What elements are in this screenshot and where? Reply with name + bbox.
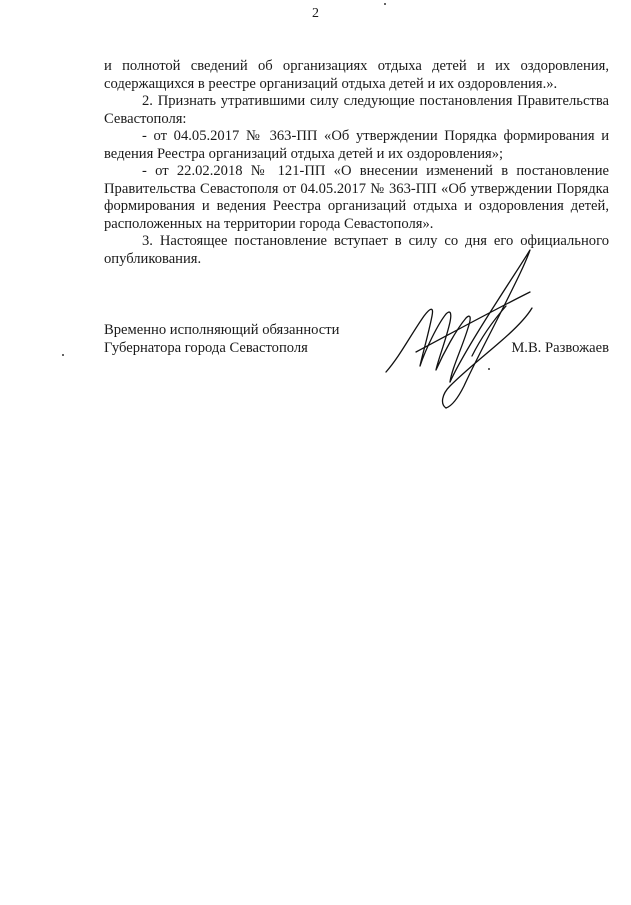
scan-speck: [488, 368, 490, 370]
paragraph-item-3: 3. Настоящее постановление вступает в силу со дня его официального опубликования.: [104, 233, 609, 267]
scan-speck: [384, 3, 386, 5]
signatory-title-line1: Временно исполняющий обязанности: [104, 322, 340, 338]
signatory-name: М.В. Развожаев: [511, 339, 609, 356]
page-number: 2: [312, 6, 319, 21]
scan-speck: [62, 354, 64, 356]
paragraph-subitem-2: - от 22.02.2018 № 121-ПП «О внесении изменений в постановление Правительства Севастополя от 04.05.2017 № 363-ПП «Об утверждении Порядка формирования и ведения Реестра организаций отдыха и оздоровления детей, расположенных на территории города Севастополя».: [104, 163, 609, 232]
paragraph-continuation: и полнотой сведений об организациях отдыха детей и их оздоровления, содержащихся в реестре организаций отдыха детей и их оздоровления.».: [104, 58, 609, 92]
handwritten-signature: [380, 236, 540, 416]
signatory-title-line2: Губернатора города Севастополя: [104, 339, 308, 356]
paragraph-subitem-1: - от 04.05.2017 № 363-ПП «Об утверждении Порядка формирования и ведения Реестра организаций отдыха детей и их оздоровления»;: [104, 128, 609, 162]
paragraph-item-2: 2. Признать утратившими силу следующие постановления Правительства Севастополя:: [104, 93, 609, 127]
